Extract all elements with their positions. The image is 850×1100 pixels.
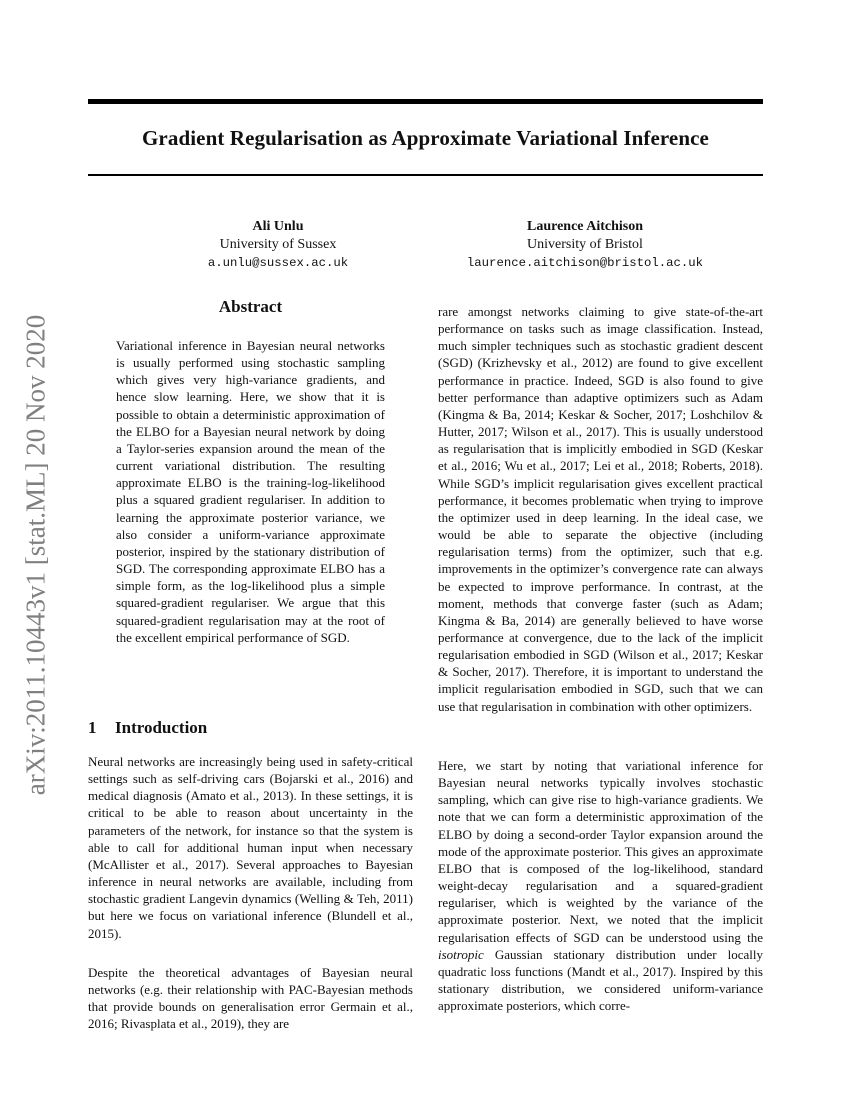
paper-title: Gradient Regularisation as Approximate Variational Inference bbox=[142, 126, 709, 150]
author-affiliation: University of Bristol bbox=[527, 237, 643, 252]
intro-paragraph-1: Neural networks are increasingly being used in safety-critical settings such as self-driving cars (Bojarski et al., 2016) and medical diagnosis (Amato et al., 2013). In these settings, it is critical to be able to reason about uncertainty in the parameters of the network, for instance so that the system is able to call for additional human input when necessary (McAllister et al., 2017). Several approaches to Bayesian inference in neural networks are available, including from stochastic gradient Langevin dynamics (Welling & Teh, 2011) but here we focus on variational inference (Blundell et al., 2015). bbox=[88, 754, 413, 941]
author-email: a.unlu@sussex.ac.uk bbox=[207, 256, 349, 270]
section-title: Introduction bbox=[115, 718, 208, 737]
abstract-text: Variational inference in Bayesian neural networks is usually performed using stochastic sampling which gives very high-variance gradients, and hence slow learning. Here, we show that it is possible to obtain a deterministic approximation of the ELBO for a Bayesian neural network by doing a Taylor-series expansion around the mean of the current variational distribution. The resulting approximate ELBO is the training-log-likelihood plus a squared gradient regulariser. In addition to learning the approximate posterior variance, we also consider a uniform-variance approximate posterior, inspired by the stationary distribution of SGD. The corresponding approximate ELBO has a simple form, as the log-likelihood plus a simple squared-gradient regulariser. We argue that this squared-gradient regularisation may at the root of the excellent empirical performance of SGD. bbox=[116, 338, 385, 645]
abstract-heading: Abstract bbox=[218, 297, 283, 316]
author-block-1 bbox=[178, 218, 378, 272]
right-column-paragraph-1: rare amongst networks claiming to give state-of-the-art performance on tasks such as image classification. Instead, much simpler techniques such as stochastic gradient descent (SGD) (Krizhevsky et al., 2012) are found to give excellent performance in practice. Indeed, SGD is also found to give better performance than adaptive optimizers such as Adam (Kingma & Ba, 2014; Keskar & Socher, 2017; Loshchilov & Hutter, 2017; Wilson et al., 2017). This is usually understood as regularisation that is implicitly embodied in SGD (Keskar et al., 2016; Wu et al., 2017; Lei et al., 2018; Roberts, 2018). While SGD’s implicit regularisation gives excellent practical performance, it becomes problematic when trying to improve the optimizer used in deep learning. In the ideal case, we would be able to separate the objective (including regularisation terms) from the optimizer, such that e.g. improvements in the optimizer’s convergence rate can always be expected to improve performance. In contrast, at the moment, methods that converge faster (such as Adam; Kingma & Ba, 2014) are generally believed to have worse performance at convergence, due to the lack of the implicit regularisation embodied in SGD (Wilson et al., 2017; Keskar & Socher, 2017). Therefore, it is important to understand the implicit regularisation embodied in SGD, such that we can use that regularisation in combination with other optimizers. bbox=[438, 304, 763, 714]
author-email: laurence.aitchison@bristol.ac.uk bbox=[466, 256, 704, 270]
paragraph-text: Here, we start by noting that variational inference for Bayesian neural networks typically involves stochastic sampling, which can give rise to high-variance gradients. We note that we can form a deterministic approximation of the ELBO by doing a second-order Taylor expansion around the mode of the approximate posterior. This gives an approximate ELBO that is composed of the log-likelihood, standard weight-decay regularisation and a squared-gradient regulariser, which is weighted by the variance of the approximate posterior. Next, we noted that the implicit regularisation effects of SGD can be understood using the bbox=[438, 758, 763, 945]
author-name: Laurence Aitchison bbox=[526, 219, 644, 234]
arxiv-stamp bbox=[18, 285, 54, 825]
title-rule-bottom bbox=[88, 174, 763, 176]
arxiv-id: arXiv:2011.10443v1 [stat.ML] 20 Nov 2020 bbox=[20, 314, 51, 796]
section-heading-introduction bbox=[88, 718, 207, 738]
emphasis-isotropic: isotropic bbox=[438, 946, 484, 962]
author-name: Ali Unlu bbox=[252, 219, 304, 234]
intro-paragraph-2: Despite the theoretical advantages of Bayesian neural networks (e.g. their relationship with PAC-Bayesian methods that provide bounds on generalisation error Germain et al., 2016; Rivasplata et al., 2019), they are bbox=[88, 965, 413, 1032]
right-column-paragraph-2 bbox=[438, 757, 763, 1014]
paragraph-text: Gaussian stationary distribution under locally quadratic loss functions (Mandt et al., 2017). Inspired by this stationary distribution, we considered uniform-variance approximate posteriors, which corre- bbox=[438, 946, 763, 1014]
author-affiliation: University of Sussex bbox=[219, 237, 337, 252]
author-block-2 bbox=[440, 218, 730, 272]
title-rule-top bbox=[88, 99, 763, 104]
section-number: 1 bbox=[88, 718, 97, 737]
